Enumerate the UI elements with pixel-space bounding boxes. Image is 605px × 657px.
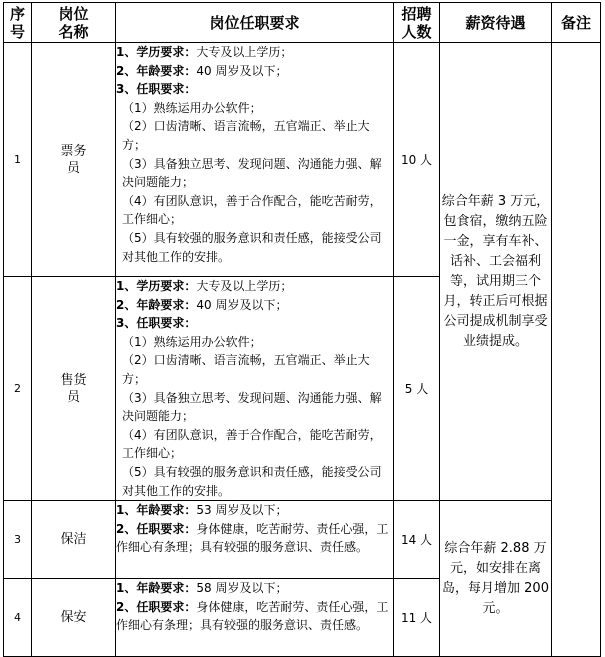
req-item: （1）熟练运用办公软件； xyxy=(122,100,262,115)
header-note: 备注 xyxy=(552,3,601,43)
note-cell xyxy=(552,43,601,657)
row-no: 2 xyxy=(4,277,32,501)
row-position-name: 保洁 xyxy=(32,501,116,579)
header-name: 岗位 名称 xyxy=(32,3,116,43)
row-count: 11 人 xyxy=(394,579,440,657)
req-item: （3）具备独立思考、发现问题、沟通能力强、解决问题能力； xyxy=(122,156,382,190)
header-salary: 薪资待遇 xyxy=(440,3,552,43)
req-text: 58 周岁及以下； xyxy=(196,581,288,596)
row-count: 14 人 xyxy=(394,501,440,579)
header-requirements: 岗位任职要求 xyxy=(116,3,394,43)
req-label: 2、任职要求： xyxy=(116,599,197,614)
req-label: 3、任职要求： xyxy=(116,316,197,331)
req-text: 53 周岁及以下； xyxy=(196,503,288,518)
req-label: 1、年龄要求： xyxy=(116,581,197,596)
req-item: （4）有团队意识，善于合作配合，能吃苦耐劳，工作细心； xyxy=(122,193,382,227)
req-text: 大专及以上学历； xyxy=(196,279,293,293)
row-position-name: 票务 员 xyxy=(32,43,116,277)
recruitment-table xyxy=(3,2,601,657)
table-row xyxy=(4,43,601,277)
req-label: 3、任职要求： xyxy=(116,82,197,97)
table-row xyxy=(4,501,601,579)
req-item: （3）具备独立思考、发现问题、沟通能力强、解决问题能力； xyxy=(122,390,382,424)
row-no: 1 xyxy=(4,43,32,277)
row-count: 10 人 xyxy=(394,43,440,277)
header-no: 序 号 xyxy=(4,3,32,43)
req-text: 40 周岁及以下； xyxy=(196,63,288,78)
row-requirements xyxy=(116,579,394,657)
req-label: 1、学历要求： xyxy=(116,45,197,59)
row-requirements xyxy=(116,501,394,579)
row-no: 4 xyxy=(4,579,32,657)
req-item: （5）具有较强的服务意识和责任感，能接受公司对其他工作的安排。 xyxy=(122,464,382,498)
req-item: （5）具有较强的服务意识和责任感，能接受公司对其他工作的安排。 xyxy=(122,230,382,264)
req-text: 40 周岁及以下； xyxy=(196,297,288,312)
row-requirements xyxy=(116,277,394,501)
row-position-name: 售货 员 xyxy=(32,277,116,501)
req-item: （4）有团队意识，善于合作配合，能吃苦耐劳，工作细心； xyxy=(122,427,382,461)
req-label: 1、学历要求： xyxy=(116,279,197,293)
row-no: 3 xyxy=(4,501,32,579)
salary-group-1: 综合年薪 3 万元，包食宿，缴纳五险一金，享有车补、话补、工会福利等，试用期三个月，转正后可根据公司提成机制享受业绩提成。 xyxy=(440,43,552,501)
req-label: 2、年龄要求： xyxy=(116,63,197,78)
req-item: （2）口齿清晰、语言流畅，五官端正、举止大方； xyxy=(122,353,370,386)
req-text: 身体健康，吃苦耐劳、责任心强，工作细心有条理；具有较强的服务意识、责任感。 xyxy=(116,599,389,633)
req-label: 2、任职要求： xyxy=(116,521,197,536)
req-label: 2、年龄要求： xyxy=(116,297,197,312)
header-count: 招聘 人数 xyxy=(394,3,440,43)
req-text: 大专及以上学历； xyxy=(196,45,293,59)
salary-group-2: 综合年薪 2.88 万元，如安排在离岛，每月增加 200 元。 xyxy=(440,501,552,657)
req-label: 1、年龄要求： xyxy=(116,503,197,518)
row-requirements xyxy=(116,43,394,277)
header-row xyxy=(4,3,601,43)
row-count: 5 人 xyxy=(394,277,440,501)
req-text: 身体健康，吃苦耐劳、责任心强，工作细心有条理；具有较强的服务意识、责任感。 xyxy=(116,521,389,555)
req-item: （2）口齿清晰、语言流畅，五官端正、举止大方； xyxy=(122,119,370,152)
req-item: （1）熟练运用办公软件； xyxy=(122,334,262,349)
row-position-name: 保安 xyxy=(32,579,116,657)
